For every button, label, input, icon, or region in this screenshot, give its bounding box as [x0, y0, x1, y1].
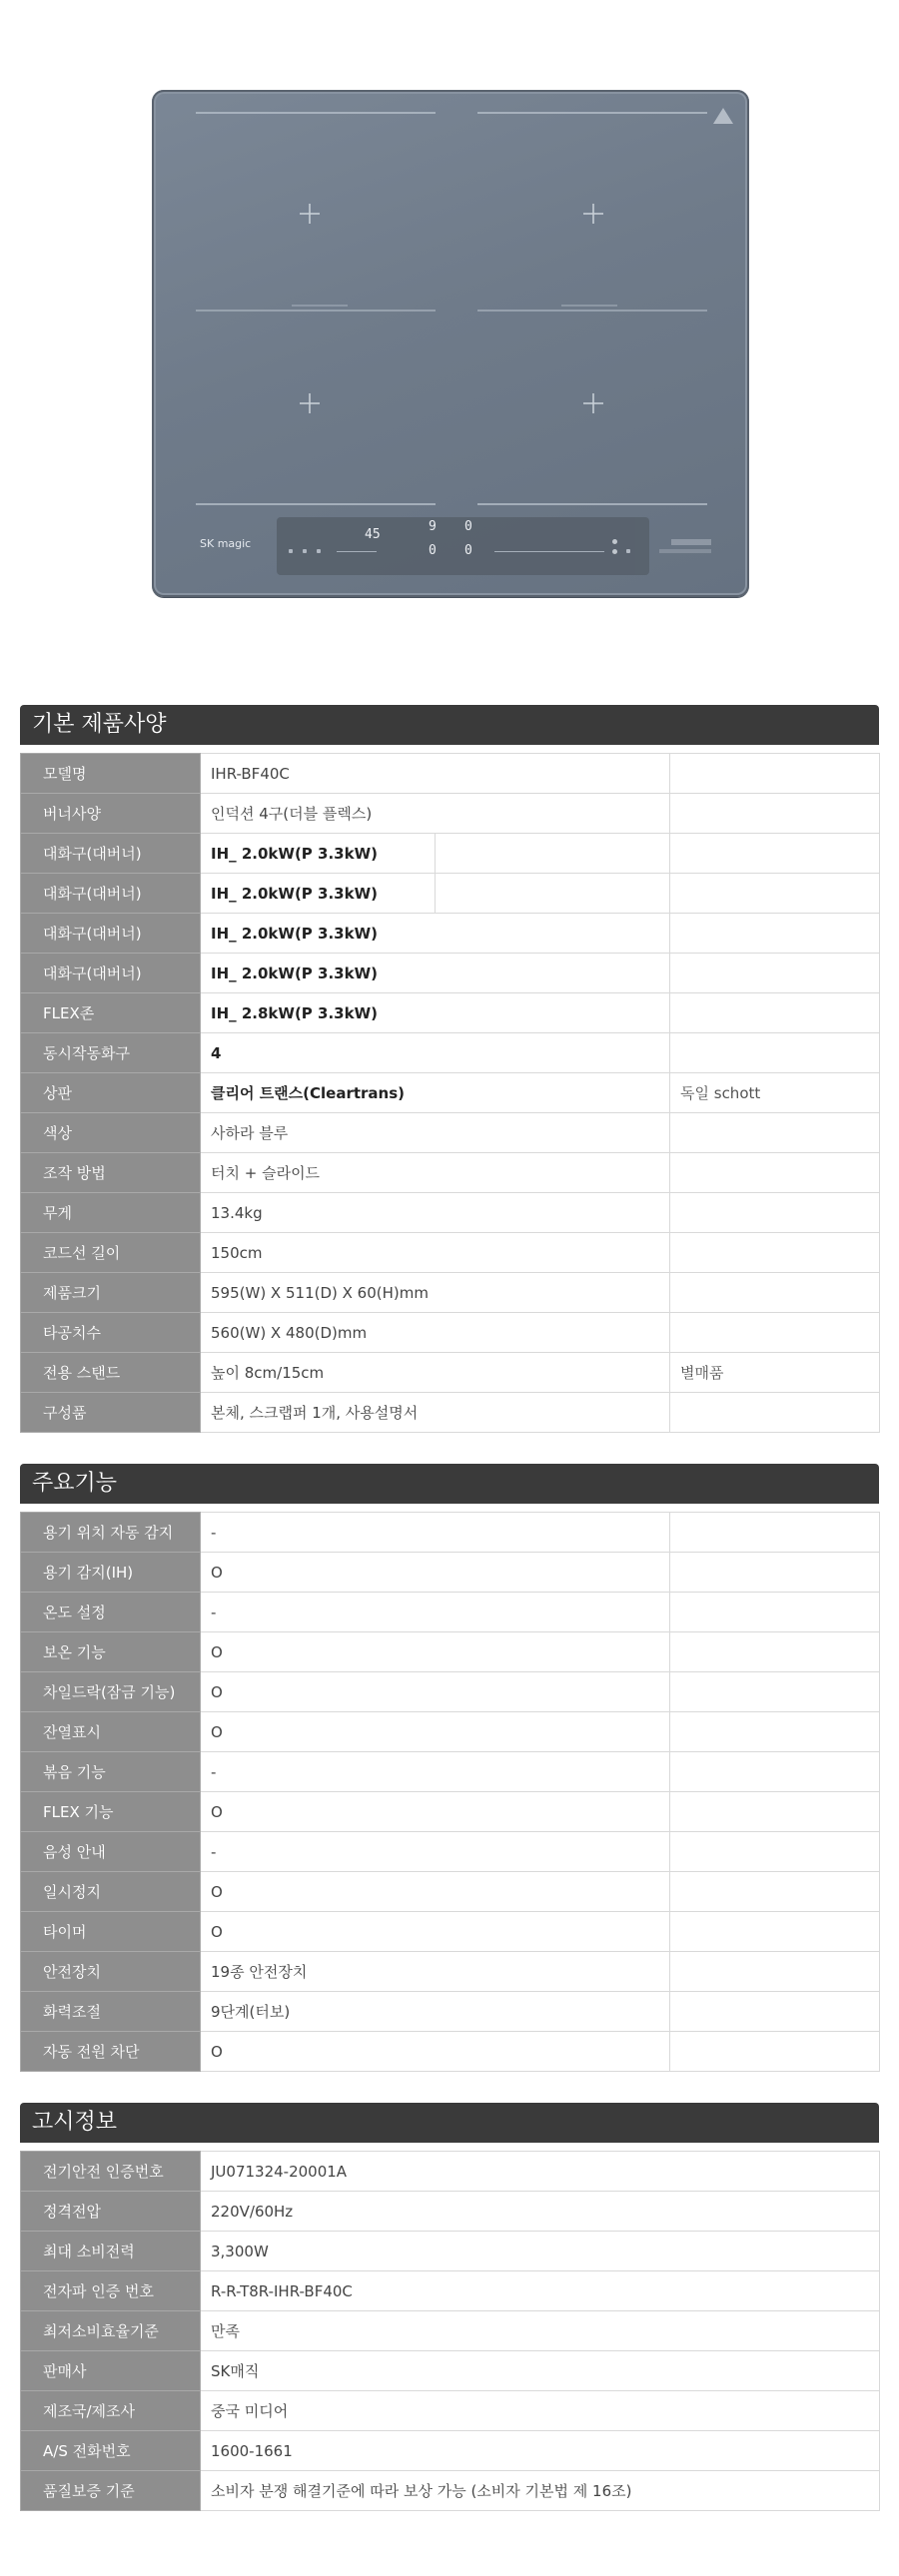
row-note: 별매품	[670, 1353, 880, 1393]
row-note	[670, 1273, 880, 1313]
row-label: 제조국/제조사	[21, 2391, 201, 2431]
row-value: O	[201, 1553, 670, 1593]
row-value: SK매직	[201, 2351, 880, 2391]
row-label: 온도 설정	[21, 1593, 201, 1632]
row-note	[670, 1313, 880, 1353]
row-value: O	[201, 1872, 670, 1912]
row-value: -	[201, 1752, 670, 1792]
row-note	[670, 1113, 880, 1153]
basic-spec-section	[20, 705, 879, 1433]
row-empty-cell	[670, 1752, 880, 1792]
row-empty-cell	[670, 1672, 880, 1712]
table-row	[21, 1632, 880, 1672]
row-label: FLEX 기능	[21, 1792, 201, 1832]
row-value: O	[201, 1792, 670, 1832]
row-label: 상판	[21, 1073, 201, 1113]
features-table	[20, 1512, 880, 2072]
row-value: O	[201, 1912, 670, 1952]
row-value: 19종 안전장치	[201, 1952, 670, 1992]
row-label: 전자파 인증 번호	[21, 2271, 201, 2311]
row-label: 전기안전 인증번호	[21, 2152, 201, 2192]
row-note	[670, 1393, 880, 1433]
row-note	[670, 1153, 880, 1193]
table-row	[21, 954, 880, 993]
burner-mark-icon	[583, 393, 603, 413]
row-value: -	[201, 1593, 670, 1632]
table-row	[21, 1792, 880, 1832]
row-value: 4	[201, 1033, 670, 1073]
row-value: 150cm	[201, 1233, 670, 1273]
row-value: IH_ 2.8kW(P 3.3kW)	[201, 993, 670, 1033]
row-empty-cell	[436, 834, 670, 874]
table-row	[21, 2391, 880, 2431]
table-row	[21, 1992, 880, 2032]
row-note	[670, 914, 880, 954]
row-empty-cell	[670, 1952, 880, 1992]
row-value: JU071324-20001A	[201, 2152, 880, 2192]
table-row	[21, 1353, 880, 1393]
row-label: 음성 안내	[21, 1832, 201, 1872]
table-row	[21, 1672, 880, 1712]
table-row	[21, 1832, 880, 1872]
row-value: IH_ 2.0kW(P 3.3kW)	[201, 914, 670, 954]
row-value: 터치 + 슬라이드	[201, 1153, 670, 1193]
row-label: 동시작동화구	[21, 1033, 201, 1073]
table-row	[21, 993, 880, 1033]
warning-triangle-icon	[713, 108, 733, 124]
table-row	[21, 1153, 880, 1193]
table-row	[21, 1033, 880, 1073]
row-label: 정격전압	[21, 2192, 201, 2232]
row-value: -	[201, 1832, 670, 1872]
table-row	[21, 914, 880, 954]
notice-table	[20, 2151, 880, 2511]
row-note	[670, 954, 880, 993]
row-value: 13.4kg	[201, 1193, 670, 1233]
row-value: -	[201, 1513, 670, 1553]
row-label: 안전장치	[21, 1952, 201, 1992]
table-row	[21, 2311, 880, 2351]
row-note	[670, 754, 880, 794]
row-empty-cell	[670, 1792, 880, 1832]
row-label: 코드선 길이	[21, 1233, 201, 1273]
table-row	[21, 2431, 880, 2471]
row-label: 일시정지	[21, 1872, 201, 1912]
row-value: R-R-T8R-IHR-BF40C	[201, 2271, 880, 2311]
table-row	[21, 2152, 880, 2192]
table-row	[21, 874, 880, 914]
row-label: 제품크기	[21, 1273, 201, 1313]
row-empty-cell	[670, 1832, 880, 1872]
product-image-area	[0, 0, 899, 659]
row-value: IHR-BF40C	[201, 754, 670, 794]
table-row	[21, 1593, 880, 1632]
table-row	[21, 834, 880, 874]
row-label: 대화구(대버너)	[21, 954, 201, 993]
row-label: 모델명	[21, 754, 201, 794]
row-note	[670, 1233, 880, 1273]
burner-mark-icon	[300, 393, 320, 413]
row-note	[670, 1033, 880, 1073]
row-label: 대화구(대버너)	[21, 834, 201, 874]
notice-section	[20, 2103, 879, 2511]
row-label: 판매사	[21, 2351, 201, 2391]
row-label: 용기 감지(IH)	[21, 1553, 201, 1593]
row-empty-cell	[670, 1513, 880, 1553]
basic-spec-table	[20, 753, 880, 1433]
table-row	[21, 2192, 880, 2232]
row-label: A/S 전화번호	[21, 2431, 201, 2471]
section-title: 기본 제품사양	[20, 705, 879, 745]
row-value: IH_ 2.0kW(P 3.3kW)	[201, 874, 436, 914]
row-label: 색상	[21, 1113, 201, 1153]
row-value: 9단계(터보)	[201, 1992, 670, 2032]
row-label: 타공치수	[21, 1313, 201, 1353]
table-row	[21, 754, 880, 794]
row-empty-cell	[670, 1632, 880, 1672]
row-value: 소비자 분쟁 해결기준에 따라 보상 가능 (소비자 기본법 제 16조)	[201, 2471, 880, 2511]
row-value: 560(W) X 480(D)mm	[201, 1313, 670, 1353]
row-label: 화력조절	[21, 1992, 201, 2032]
table-row	[21, 1193, 880, 1233]
table-row	[21, 2271, 880, 2311]
table-row	[21, 2232, 880, 2271]
row-label: 타이머	[21, 1912, 201, 1952]
row-value: 사하라 블루	[201, 1113, 670, 1153]
display-digits: 45	[365, 527, 381, 542]
row-value: O	[201, 1672, 670, 1712]
row-note	[670, 1193, 880, 1233]
table-row	[21, 1712, 880, 1752]
table-row	[21, 1553, 880, 1593]
row-empty-cell	[436, 874, 670, 914]
table-row	[21, 2032, 880, 2072]
burner-mark-icon	[300, 204, 320, 224]
row-label: 잔열표시	[21, 1712, 201, 1752]
row-value: O	[201, 1712, 670, 1752]
row-note	[670, 794, 880, 834]
induction-cooktop-image	[152, 90, 749, 597]
row-empty-cell	[670, 1992, 880, 2032]
brand-logo: SK magic	[200, 537, 252, 550]
row-value: 만족	[201, 2311, 880, 2351]
row-note	[670, 834, 880, 874]
row-value: 인덕션 4구(더블 플렉스)	[201, 794, 670, 834]
row-value: 3,300W	[201, 2232, 880, 2271]
row-value: 1600-1661	[201, 2431, 880, 2471]
row-value: O	[201, 2032, 670, 2072]
row-label: FLEX존	[21, 993, 201, 1033]
row-value: 높이 8cm/15cm	[201, 1353, 670, 1393]
table-row	[21, 1872, 880, 1912]
row-label: 용기 위치 자동 감지	[21, 1513, 201, 1553]
row-value: O	[201, 1632, 670, 1672]
row-label: 자동 전원 차단	[21, 2032, 201, 2072]
table-row	[21, 794, 880, 834]
row-label: 최대 소비전력	[21, 2232, 201, 2271]
section-title: 고시정보	[20, 2103, 879, 2143]
row-empty-cell	[670, 1553, 880, 1593]
row-label: 조작 방법	[21, 1153, 201, 1193]
row-label: 볶음 기능	[21, 1752, 201, 1792]
row-label: 보온 기능	[21, 1632, 201, 1672]
table-row	[21, 1233, 880, 1273]
row-value: 중국 미디어	[201, 2391, 880, 2431]
row-empty-cell	[670, 1712, 880, 1752]
row-value: IH_ 2.0kW(P 3.3kW)	[201, 834, 436, 874]
table-row	[21, 1952, 880, 1992]
table-row	[21, 1752, 880, 1792]
table-row	[21, 1513, 880, 1553]
control-panel: 45 9 0 0 0	[277, 517, 649, 575]
table-row	[21, 1273, 880, 1313]
row-note	[670, 993, 880, 1033]
section-title: 주요기능	[20, 1464, 879, 1504]
row-label: 대화구(대버너)	[21, 874, 201, 914]
row-value: IH_ 2.0kW(P 3.3kW)	[201, 954, 670, 993]
row-label: 최저소비효율기준	[21, 2311, 201, 2351]
row-value: 220V/60Hz	[201, 2192, 880, 2232]
burner-mark-icon	[583, 204, 603, 224]
row-empty-cell	[670, 1872, 880, 1912]
row-label: 구성품	[21, 1393, 201, 1433]
table-row	[21, 1313, 880, 1353]
table-row	[21, 1073, 880, 1113]
row-note	[670, 874, 880, 914]
row-empty-cell	[670, 2032, 880, 2072]
row-label: 무게	[21, 1193, 201, 1233]
features-section	[20, 1464, 879, 2072]
row-empty-cell	[670, 1593, 880, 1632]
table-row	[21, 1113, 880, 1153]
table-row	[21, 1393, 880, 1433]
row-note: 독일 schott	[670, 1073, 880, 1113]
row-label: 차일드락(잠금 기능)	[21, 1672, 201, 1712]
row-label: 버너사양	[21, 794, 201, 834]
table-row	[21, 2471, 880, 2511]
table-row	[21, 1912, 880, 1952]
row-value: 클리어 트랜스(Cleartrans)	[201, 1073, 670, 1113]
row-empty-cell	[670, 1912, 880, 1952]
row-value: 595(W) X 511(D) X 60(H)mm	[201, 1273, 670, 1313]
row-label: 전용 스탠드	[21, 1353, 201, 1393]
table-row	[21, 2351, 880, 2391]
row-value: 본체, 스크랩퍼 1개, 사용설명서	[201, 1393, 670, 1433]
row-label: 대화구(대버너)	[21, 914, 201, 954]
row-label: 품질보증 기준	[21, 2471, 201, 2511]
